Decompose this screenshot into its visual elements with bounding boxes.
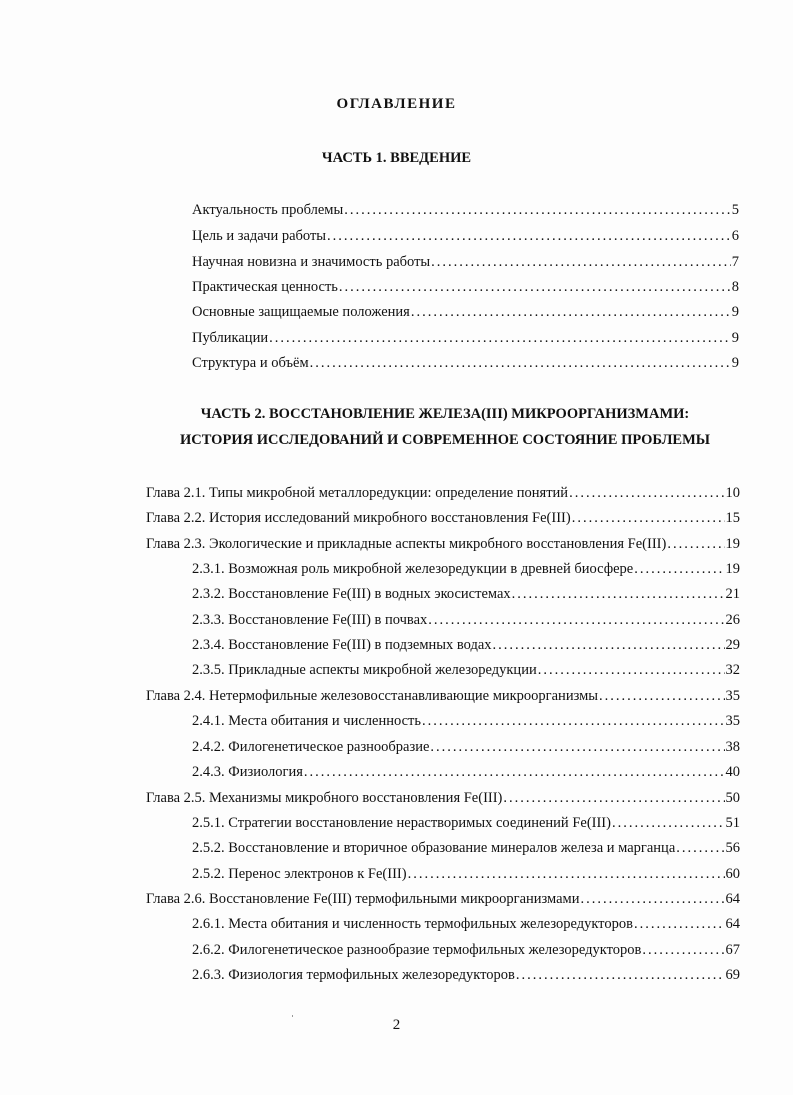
part2-heading	[95, 401, 793, 453]
toc-leader	[538, 660, 725, 680]
toc-section[interactable]	[192, 559, 740, 579]
toc-entry-page: 10	[725, 485, 740, 501]
toc-leader	[344, 200, 731, 220]
page-number: 2	[392, 1017, 401, 1033]
toc-entry-page: 40	[725, 764, 740, 780]
toc-leader	[339, 277, 731, 297]
toc-leader	[512, 584, 725, 604]
toc-leader	[503, 788, 724, 808]
toc-entry-label: Глава 2.5. Механизмы микробного восстановления Fe(III)	[146, 790, 503, 806]
toc-entry-page: 5	[731, 202, 739, 218]
toc-entry-page: 67	[725, 942, 740, 958]
toc-entry-page: 6	[731, 228, 739, 244]
toc-leader	[327, 226, 731, 246]
toc-entry[interactable]	[192, 302, 739, 322]
toc-section[interactable]	[192, 914, 740, 934]
toc-section[interactable]	[192, 635, 740, 655]
toc-entry-label: Глава 2.2. История исследований микробного восстановления Fe(III)	[146, 510, 571, 526]
toc-entry-page: 19	[725, 536, 740, 552]
toc-entry-label: 2.5.2. Восстановление и вторичное образование минералов железа и марганца	[192, 840, 676, 856]
toc-entry-page: 8	[731, 279, 739, 295]
toc-entry-label: 2.6.3. Физиология термофильных железоредукторов	[192, 967, 515, 983]
toc-entry-page: 60	[725, 866, 740, 882]
toc-leader	[408, 864, 725, 884]
toc-leader	[676, 838, 724, 858]
toc-entry-label: 2.5.1. Стратегии восстановление нерастворимых соединений Fe(III)	[192, 815, 611, 831]
toc-entry[interactable]	[192, 200, 739, 220]
toc-entry-label: 2.4.3. Физиология	[192, 764, 303, 780]
toc-leader	[569, 483, 724, 503]
toc-entry[interactable]	[192, 277, 739, 297]
toc-entry-label: 2.3.4. Восстановление Fe(III) в подземных водах	[192, 637, 492, 653]
toc-chapter[interactable]	[146, 788, 740, 808]
toc-chapter[interactable]	[146, 686, 740, 706]
toc-section[interactable]	[192, 610, 740, 630]
toc-leader	[634, 914, 725, 934]
toc-chapter[interactable]	[146, 508, 740, 528]
part2-heading-line1: ЧАСТЬ 2. ВОССТАНОВЛЕНИЕ ЖЕЛЕЗА(III) МИКРООРГАНИЗМАМИ:	[200, 406, 690, 422]
toc-chapter[interactable]	[146, 483, 740, 503]
toc-entry[interactable]	[192, 226, 739, 246]
toc-entry-label: 2.5.2. Перенос электронов к Fe(III)	[192, 866, 407, 882]
toc-leader	[310, 353, 731, 373]
toc-entry[interactable]	[192, 252, 739, 272]
toc-leader	[572, 508, 725, 528]
toc-entry-label: Актуальность проблемы	[192, 202, 344, 218]
toc-leader	[411, 302, 731, 322]
toc-entry-page: 21	[725, 586, 740, 602]
toc-entry-label: Практическая ценность	[192, 279, 338, 295]
toc-entry-label: Цель и задачи работы	[192, 228, 327, 244]
toc-entry-label: 2.6.2. Филогенетическое разнообразие термофильных железоредукторов	[192, 942, 642, 958]
toc-entry-page: 56	[725, 840, 740, 856]
toc-entry-label: Глава 2.1. Типы микробной металлоредукции: определение понятий	[146, 485, 569, 501]
toc-leader	[599, 686, 724, 706]
toc-entry-page: 32	[725, 662, 740, 678]
toc-entry-page: 7	[731, 254, 739, 270]
toc-entry-page: 38	[725, 739, 740, 755]
toc-leader	[642, 940, 724, 960]
toc-entry-label: Глава 2.3. Экологические и прикладные аспекты микробного восстановления Fe(III)	[146, 536, 667, 552]
toc-entry-page: 19	[725, 561, 740, 577]
toc-entry-page: 50	[725, 790, 740, 806]
toc-leader	[428, 610, 724, 630]
page-title: ОГЛАВЛЕНИЕ	[336, 96, 457, 112]
toc-chapter[interactable]	[146, 889, 740, 909]
toc-leader	[431, 252, 731, 272]
toc-section[interactable]	[192, 864, 740, 884]
toc-section[interactable]	[192, 737, 740, 757]
toc-section[interactable]	[192, 813, 740, 833]
toc-entry-page: 51	[725, 815, 740, 831]
toc-leader	[581, 889, 725, 909]
toc-section[interactable]	[192, 660, 740, 680]
toc-entry-label: 2.4.2. Филогенетическое разнообразие	[192, 739, 430, 755]
toc-leader	[634, 559, 724, 579]
toc-leader	[304, 762, 725, 782]
toc-leader	[493, 635, 725, 655]
toc-section[interactable]	[192, 711, 740, 731]
toc-leader	[516, 965, 725, 985]
part2-heading-line2: ИСТОРИЯ ИССЛЕДОВАНИЙ И СОВРЕМЕННОЕ СОСТОЯНИЕ ПРОБЛЕМЫ	[179, 432, 711, 448]
toc-entry-label: 2.3.2. Восстановление Fe(III) в водных экосистемах	[192, 586, 511, 602]
toc-leader	[430, 737, 724, 757]
toc-entry-page: 15	[725, 510, 740, 526]
toc-section[interactable]	[192, 584, 740, 604]
toc-entry[interactable]	[192, 328, 739, 348]
toc-entry-label: 2.3.1. Возможная роль микробной железоредукции в древней биосфере	[192, 561, 634, 577]
toc-entry-label: Глава 2.6. Восстановление Fe(III) термофильными микроорганизмами	[146, 891, 580, 907]
toc-entry-label: 2.3.3. Восстановление Fe(III) в почвах	[192, 612, 428, 628]
toc-section[interactable]	[192, 940, 740, 960]
toc-entry-label: 2.4.1. Места обитания и численность	[192, 713, 421, 729]
toc-entry-page: 64	[725, 891, 740, 907]
toc-entry-label: Структура и объём	[192, 355, 309, 371]
part1-heading: ЧАСТЬ 1. ВВЕДЕНИЕ	[321, 150, 472, 166]
toc-section[interactable]	[192, 965, 740, 985]
toc-chapter[interactable]	[146, 534, 740, 554]
toc-entry-label: Основные защищаемые положения	[192, 304, 410, 320]
toc-entry-page: 35	[725, 688, 740, 704]
toc-section[interactable]	[192, 762, 740, 782]
toc-entry-label: 2.6.1. Места обитания и численность термофильных железоредукторов	[192, 916, 633, 932]
toc-entry-page: 69	[725, 967, 740, 983]
toc-entry-page: 9	[731, 355, 739, 371]
toc-entry-page: 35	[725, 713, 740, 729]
toc-leader	[667, 534, 724, 554]
toc-leader	[422, 711, 725, 731]
toc-leader	[269, 328, 731, 348]
toc-entry-label: Глава 2.4. Нетермофильные железовосстанавливающие микроорганизмы	[146, 688, 599, 704]
toc-section[interactable]	[192, 838, 740, 858]
toc-entry-page: 64	[725, 916, 740, 932]
toc-entry-page: 29	[725, 637, 740, 653]
toc-entry-label: 2.3.5. Прикладные аспекты микробной железоредукции	[192, 662, 537, 678]
toc-entry-page: 26	[725, 612, 740, 628]
toc-entry-page: 9	[731, 304, 739, 320]
toc-entry[interactable]	[192, 353, 739, 373]
toc-leader	[612, 813, 725, 833]
toc-entry-label: Научная новизна и значимость работы	[192, 254, 431, 270]
toc-entry-page: 9	[731, 330, 739, 346]
toc-entry-label: Публикации	[192, 330, 269, 346]
